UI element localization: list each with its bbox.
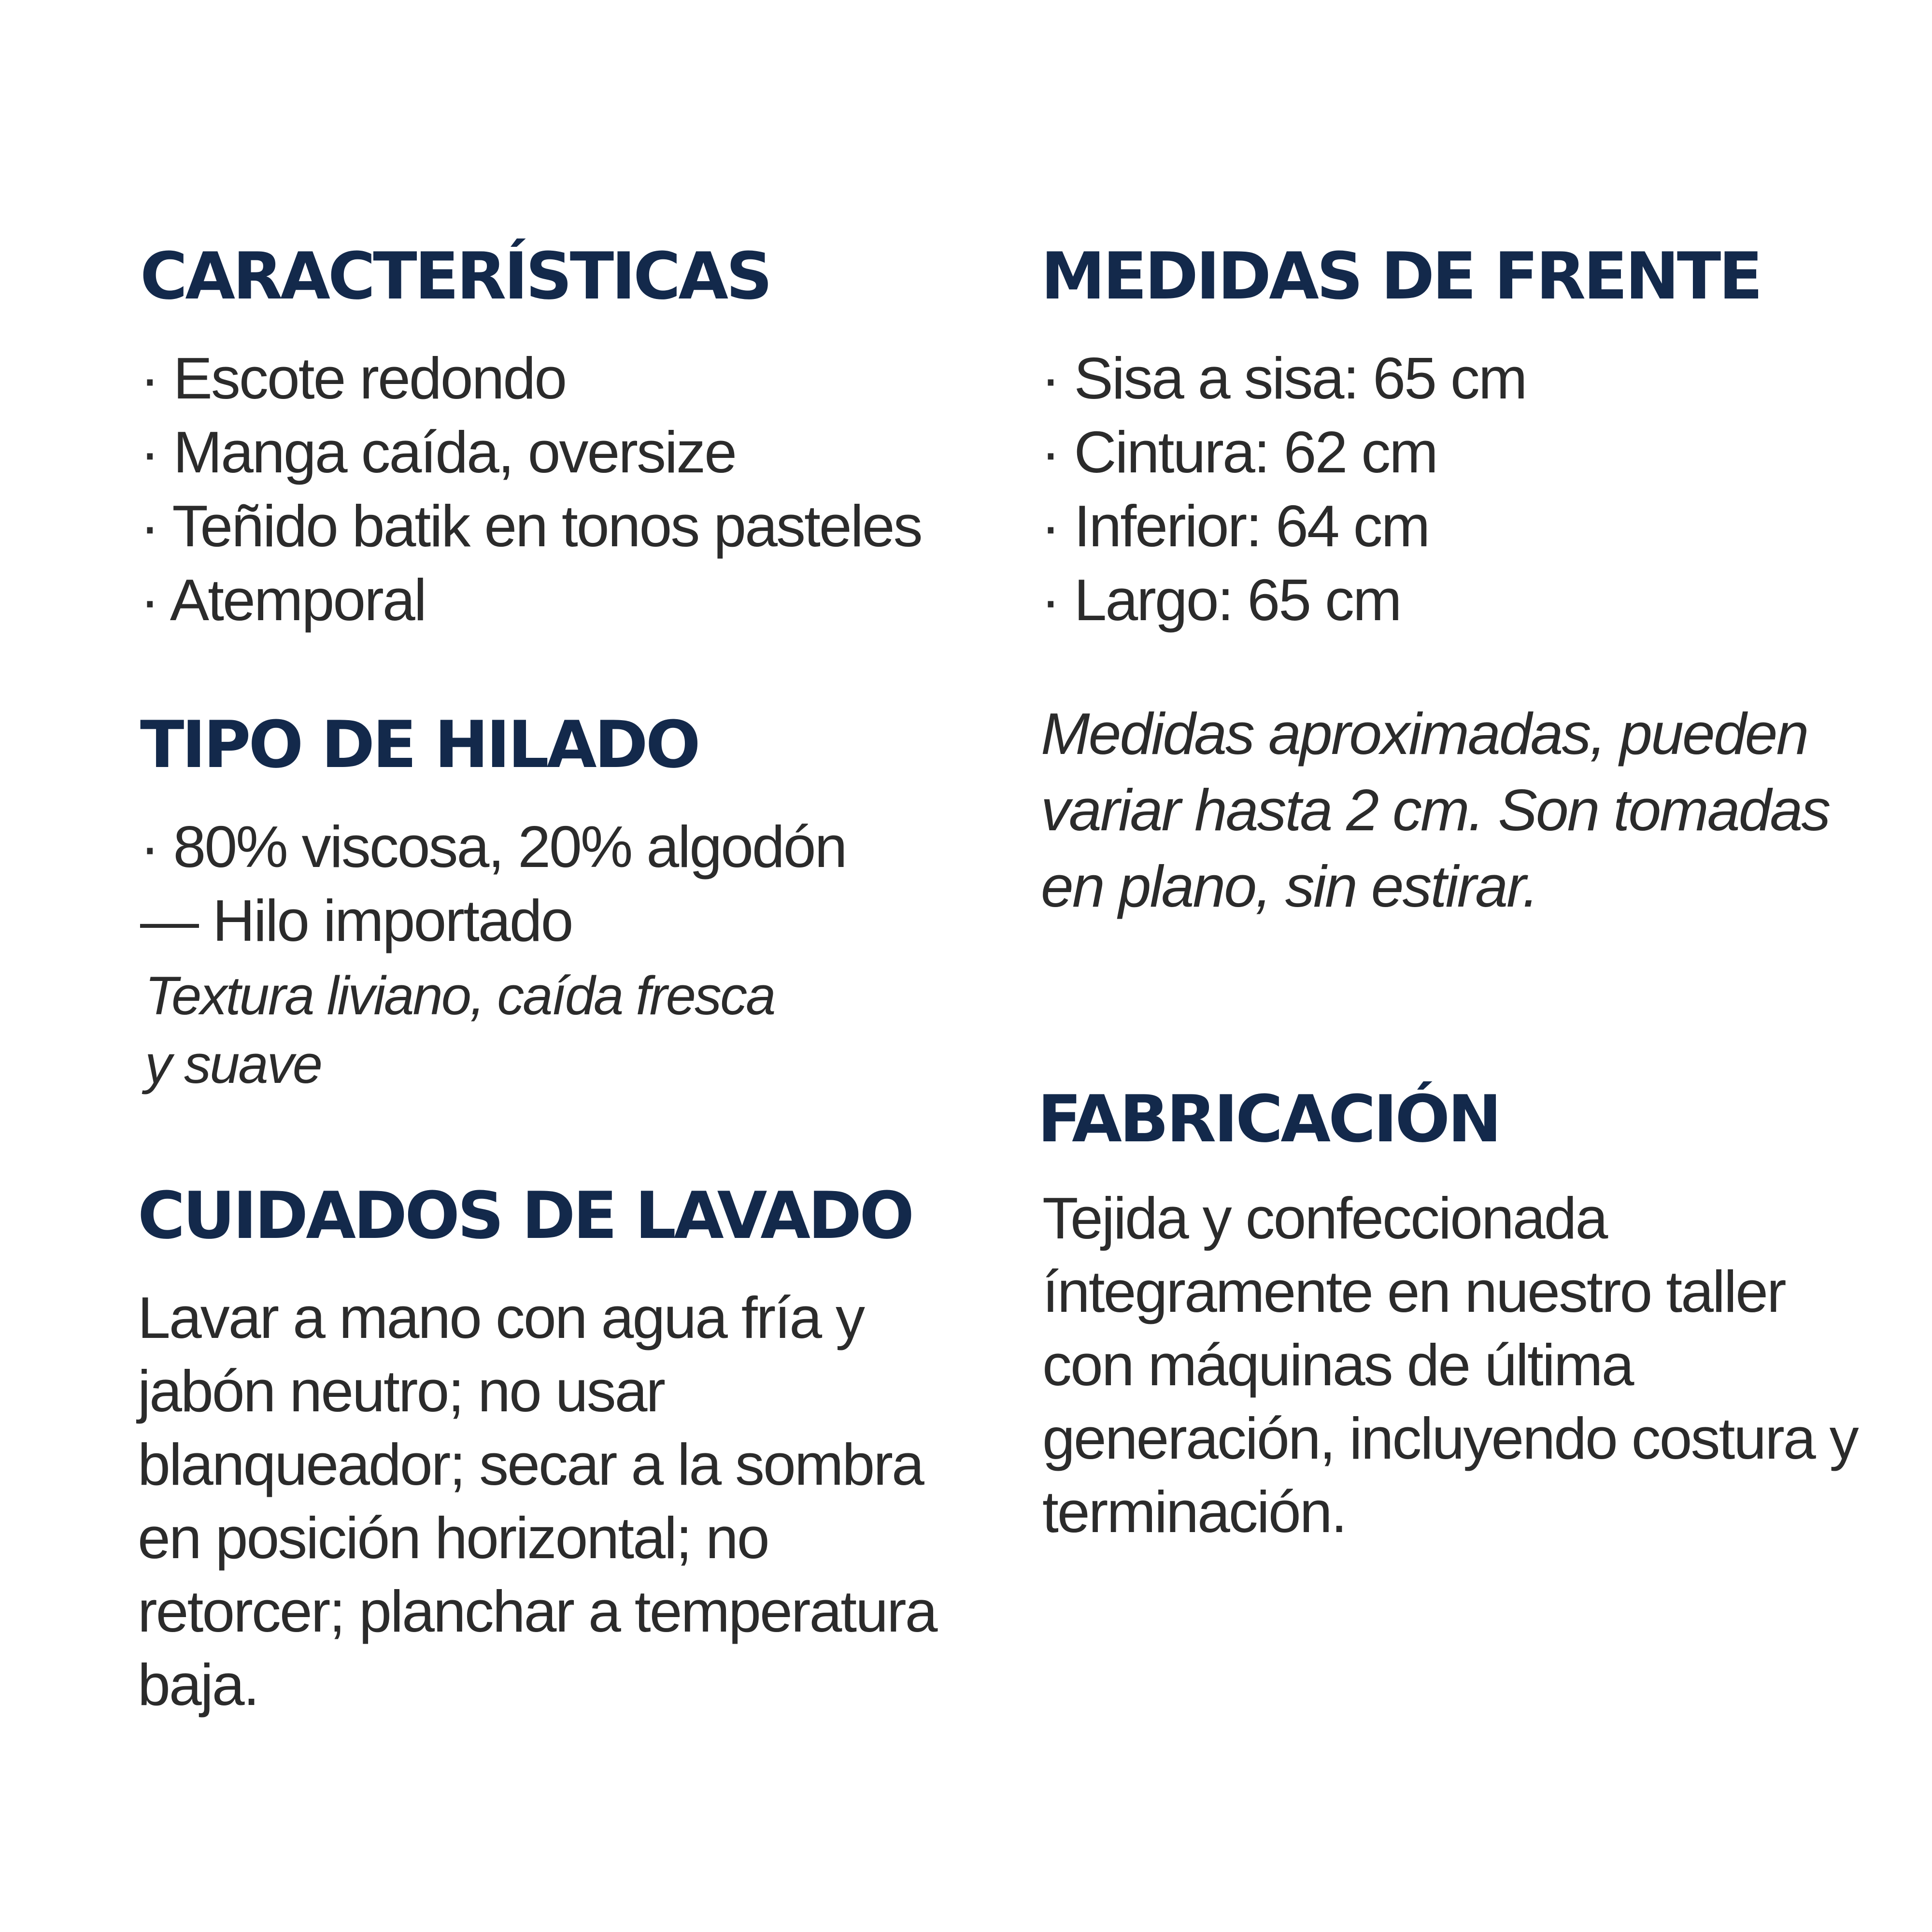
fabricacion-heading: FABRICACIÓN: [1037, 1081, 1500, 1157]
hilado-heading: TIPO DE HILADO: [140, 707, 698, 782]
list-item: · 80% viscosa, 20% algodón: [140, 814, 846, 880]
list-item: · Escote redondo: [140, 345, 566, 411]
medidas-note-section: [1041, 696, 1891, 924]
list-item: — Hilo importado: [140, 888, 572, 953]
list-item: · Manga caída, oversize: [140, 419, 736, 485]
caracteristicas-list: [140, 341, 1009, 637]
list-item: · Atemporal: [140, 567, 426, 633]
caracteristicas-heading: CARACTERÍSTICAS: [140, 239, 770, 314]
lavado-section: [138, 1178, 983, 1721]
fabricacion-text: Tejida y confeccionada íntegramente en nuestro taller con máquinas de última generación, incluyendo costura y terminación.: [1042, 1185, 1858, 1545]
lavado-text: Lavar a mano con agua fría y jabón neutro; no usar blanqueador; secar a la sombra en posición horizontal; no retorcer; planchar a temperatura baja.: [138, 1285, 937, 1718]
hilado-note: [140, 962, 1009, 1099]
medidas-list: [1041, 341, 1910, 637]
hilado-note-line: Textura liviano, caída fresca: [145, 966, 775, 1026]
fabricacion-section: [1037, 1081, 1888, 1548]
list-item: · Largo: 65 cm: [1041, 567, 1401, 633]
medidas-note: Medidas aproximadas, pueden variar hasta 2 cm. Son tomadas en plano, sin estirar.: [1041, 701, 1830, 919]
hilado-section: [140, 707, 1009, 1099]
list-item: · Sisa a sisa: 65 cm: [1041, 345, 1526, 411]
list-item: · Cintura: 62 cm: [1041, 419, 1437, 485]
lavado-heading: CUIDADOS DE LAVADO: [138, 1178, 912, 1253]
medidas-section: [1041, 239, 1910, 637]
caracteristicas-section: [140, 239, 1009, 637]
list-item: · Inferior: 64 cm: [1041, 493, 1429, 559]
hilado-list: [140, 810, 1009, 958]
list-item: · Teñido batik en tonos pasteles: [140, 493, 922, 559]
medidas-heading: MEDIDAS DE FRENTE: [1041, 239, 1761, 314]
hilado-note-line: y suave: [145, 1034, 321, 1094]
